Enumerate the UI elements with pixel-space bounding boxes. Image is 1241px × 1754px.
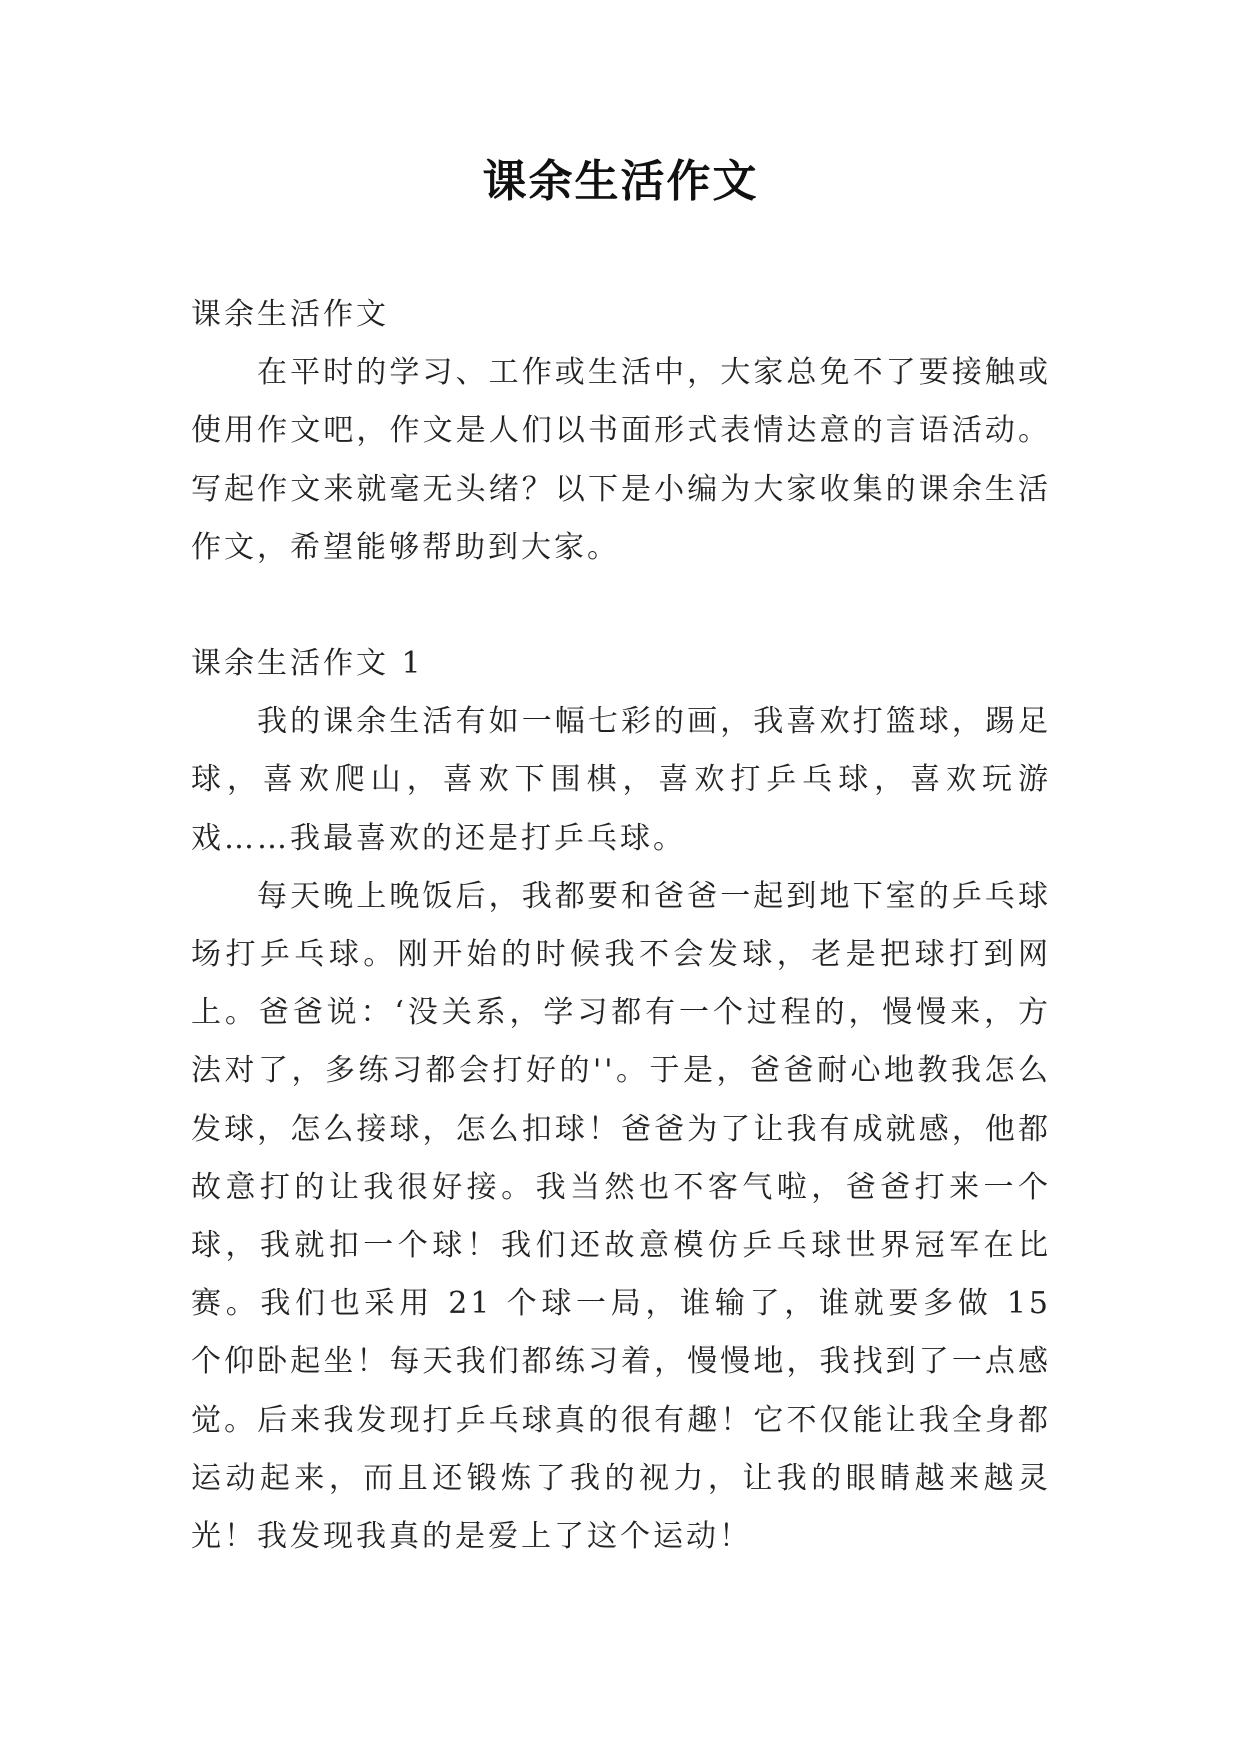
intro-heading: 课余生活作文 [191,297,389,332]
intro-paragraph: 在平时的学习、工作或生活中，大家总免不了要接触或使用作文吧，作文是人们以书面形式表情达意的言语活动。写起作文来就毫无头绪？以下是小编为大家收集的课余生活作文，希望能够帮助到大家。 [191,355,1051,565]
document-body [191,286,1051,1566]
section-1-heading: 课余生活作文 1 [191,646,424,682]
section-spacer [191,577,1051,635]
section-1-paragraph-2: 每天晚上晚饭后，我都要和爸爸一起到地下室的乒乓球场打乒乓球。刚开始的时候我不会发球，老是把球打到网上。爸爸说：‘没关系，学习都有一个过程的，慢慢来，方法对了，多练习都会打好的''。于是，爸爸耐心地教我怎么发球，怎么接球，怎么扣球！爸爸为了让我有成就感，他都故意打的让我很好接。我当然也不客气啦，爸爸打来一个球，我就扣一个球！我们还故意模仿乒乓球世界冠军在比赛。我们也采用 21 个球一局，谁输了，谁就要多做 15 个仰卧起坐！每天我们都练习着，慢慢地，我找到了一点感觉。后来我发现打乒乓球真的很有趣！它不仅能让我全身都运动起来，而且还锻炼了我的视力，让我的眼睛越来越灵光！我发现我真的是爱上了这个运动！ [191,878,1051,1555]
section-1-paragraph-1: 我的课余生活有如一幅七彩的画，我喜欢打篮球，踢足球，喜欢爬山，喜欢下围棋，喜欢打乒乓球，喜欢玩游戏……我最喜欢的还是打乒乓球。 [191,704,1051,856]
document-title: 课余生活作文 [482,156,759,207]
